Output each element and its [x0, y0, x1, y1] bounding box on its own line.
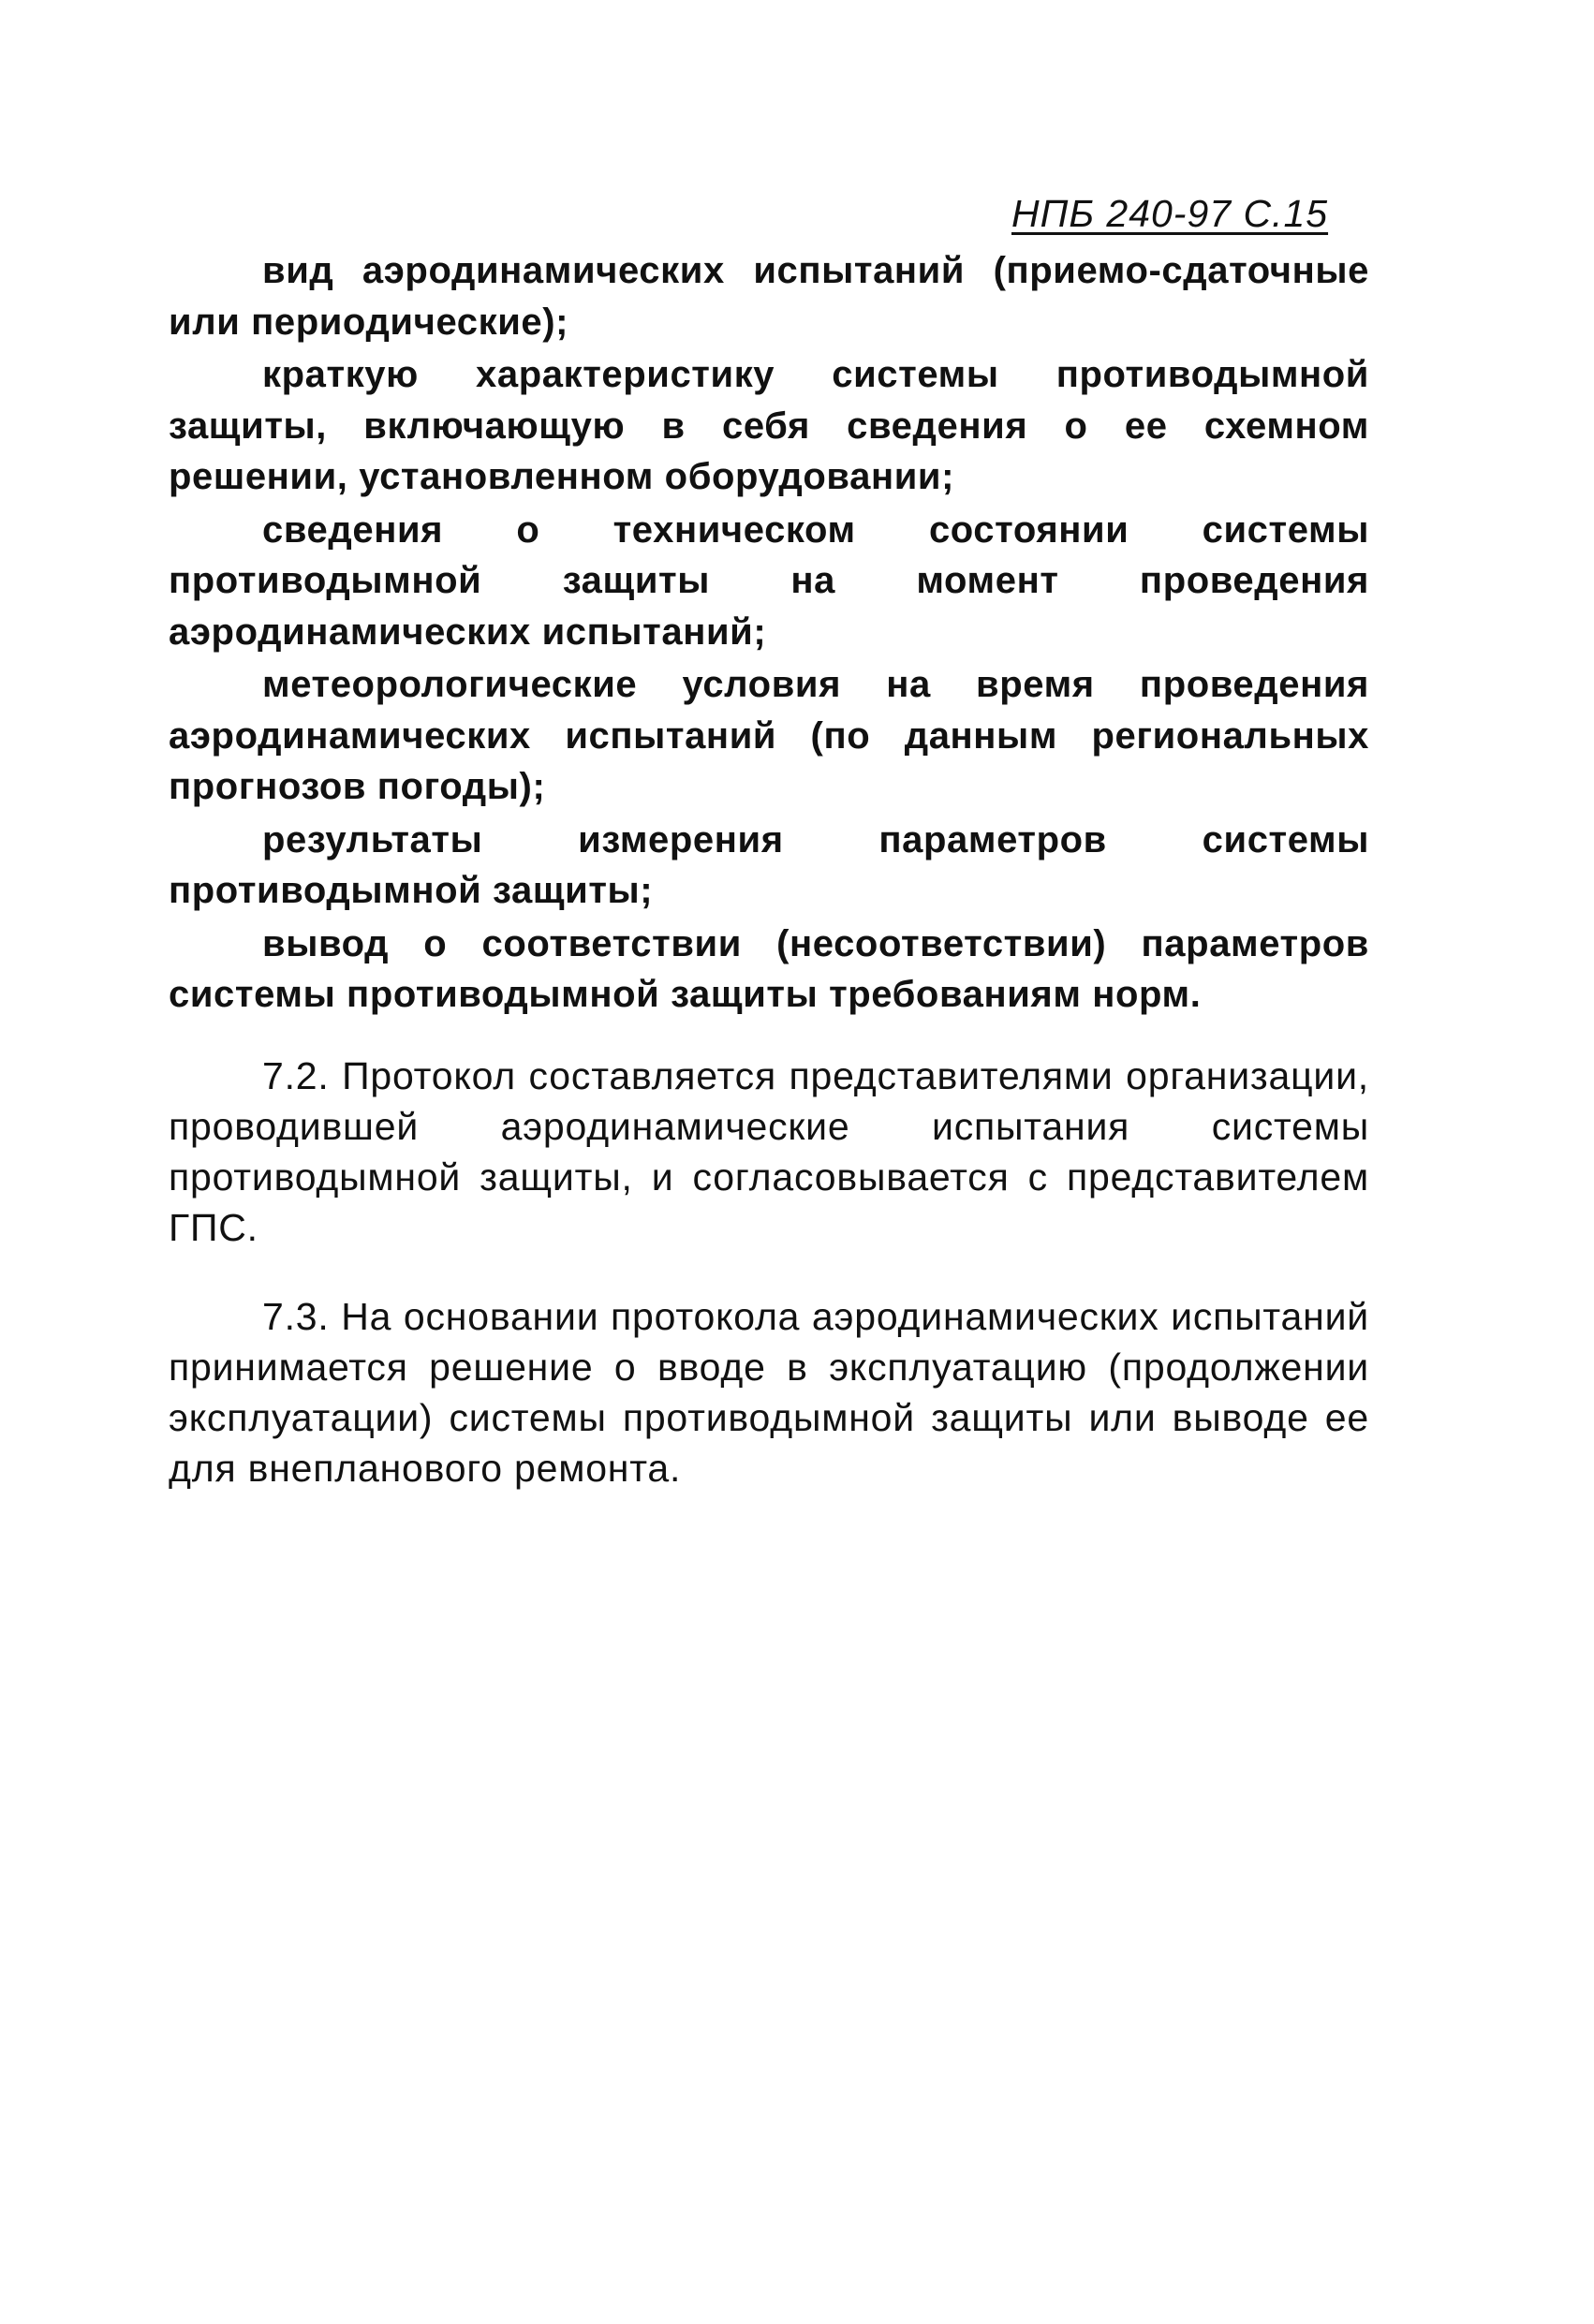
paragraph-7-2: 7.2. Протокол составляется представителями организации, проводившей аэродинамические испытания системы противодымной защиты, и согласовывается с представителем ГПС.: [169, 1053, 1369, 1249]
list-item: результаты измерения параметров системы противодымной защиты;: [169, 818, 1369, 911]
page-body: [169, 245, 1369, 1532]
page-header-doc-ref: НПБ 240-97 С.15: [1011, 192, 1329, 235]
list-item: метеорологические условия на время проведения аэродинамических испытаний (по данным региональных прогнозов погоды);: [169, 664, 1369, 807]
list-item: сведения о техническом состоянии системы противодымной защиты на момент проведения аэродинамических испытаний;: [169, 508, 1369, 653]
list-item: краткую характеристику системы противодымной защиты, включающую в себя сведения о ее схемном решении, установленном оборудовании;: [169, 354, 1369, 497]
list-item: вывод о соответствии (несоответствии) параметров системы противодымной защиты требованиям норм.: [169, 922, 1369, 1015]
paragraph-7-3: 7.3. На основании протокола аэродинамических испытаний принимается решение о вводе в эксплуатацию (продолжении эксплуатации) системы противодымной защиты или выводе ее для внепланового ремонта.: [169, 1294, 1369, 1490]
list-item: вид аэродинамических испытаний (приемо-сдаточные или периодические);: [169, 250, 1369, 343]
